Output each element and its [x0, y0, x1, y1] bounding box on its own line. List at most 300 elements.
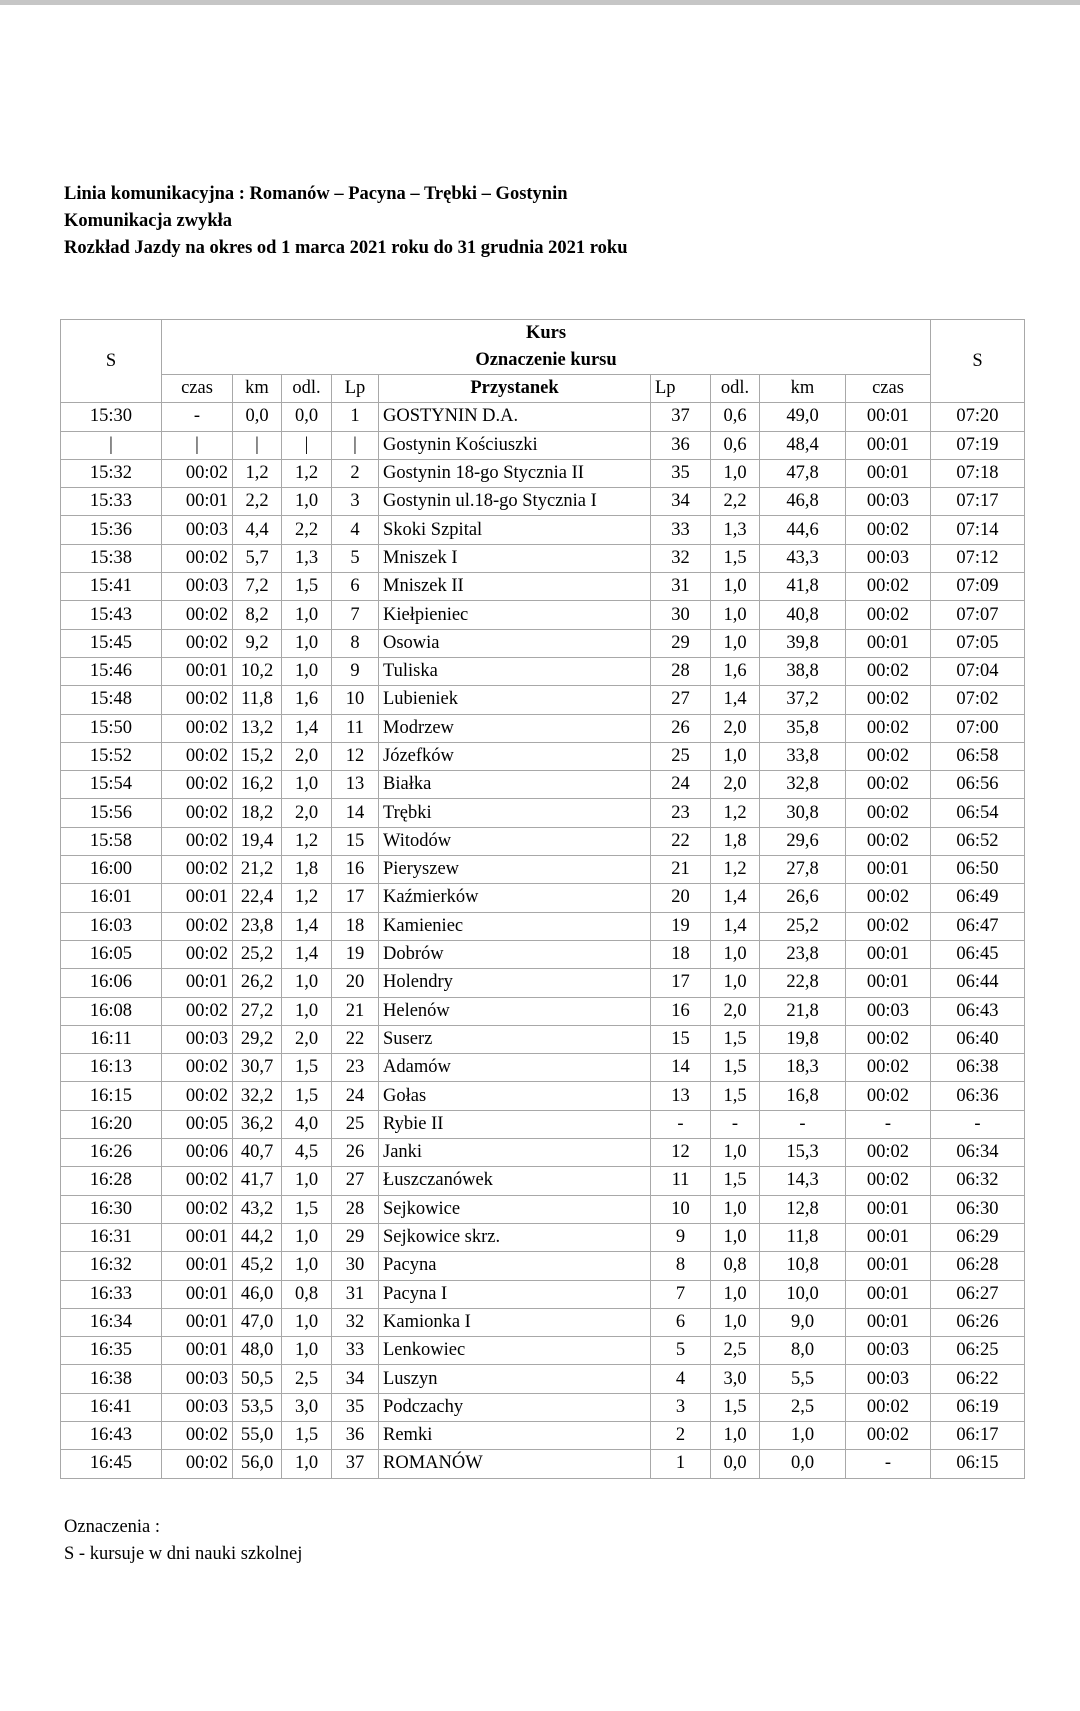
departure-time-cell: 15:58: [61, 827, 162, 855]
czas-out-cell: -: [162, 403, 233, 431]
stop-name-cell: Remki: [379, 1421, 651, 1449]
km-back-cell: 1,0: [760, 1421, 846, 1449]
czas-back-cell: 00:02: [846, 573, 931, 601]
timetable: [60, 319, 1025, 1479]
departure-time-cell: 16:32: [61, 1252, 162, 1280]
odl-out-cell: 2,0: [282, 799, 332, 827]
departure-time-cell: 16:31: [61, 1223, 162, 1251]
table-row: [61, 657, 1025, 685]
km-back-cell: 8,0: [760, 1337, 846, 1365]
czas-back-cell: 00:03: [846, 544, 931, 572]
km-back-cell: 49,0: [760, 403, 846, 431]
return-time-cell: -: [931, 1110, 1025, 1138]
return-time-cell: 06:36: [931, 1082, 1025, 1110]
km-out-cell: 47,0: [233, 1308, 282, 1336]
czas-back-cell: 00:02: [846, 771, 931, 799]
km-back-cell: 38,8: [760, 657, 846, 685]
lp-out-cell: 27: [332, 1167, 379, 1195]
lp-back-cell: 8: [651, 1252, 711, 1280]
table-row: [61, 912, 1025, 940]
odl-back-cell: 1,2: [711, 799, 760, 827]
lp-back-cell: 21: [651, 856, 711, 884]
table-row: [61, 403, 1025, 431]
stop-name-cell: Dobrów: [379, 940, 651, 968]
table-row: [61, 1110, 1025, 1138]
lp-out-cell: 7: [332, 601, 379, 629]
lp-back-cell: 6: [651, 1308, 711, 1336]
lp-out-cell: 18: [332, 912, 379, 940]
lp-out-cell: |: [332, 431, 379, 459]
km-out-cell: 4,4: [233, 516, 282, 544]
lp-out-cell: 26: [332, 1139, 379, 1167]
lp-back-cell: 20: [651, 884, 711, 912]
czas-back-cell: 00:01: [846, 1252, 931, 1280]
lp-out-cell: 13: [332, 771, 379, 799]
odl-out-cell: 4,0: [282, 1110, 332, 1138]
odl-out-cell: 1,5: [282, 1195, 332, 1223]
czas-out-cell: 00:02: [162, 459, 233, 487]
km-out-cell: 8,2: [233, 601, 282, 629]
stop-name-cell: Adamów: [379, 1054, 651, 1082]
top-border: [0, 0, 1080, 5]
lp-out-cell: 15: [332, 827, 379, 855]
header-row-top: [61, 320, 1025, 375]
table-row: [61, 431, 1025, 459]
czas-out-cell: 00:01: [162, 884, 233, 912]
odl-back-cell: 1,6: [711, 657, 760, 685]
table-row: [61, 1365, 1025, 1393]
km-out-cell: 30,7: [233, 1054, 282, 1082]
stop-name-cell: Tuliska: [379, 657, 651, 685]
czas-back-cell: 00:02: [846, 1421, 931, 1449]
lp-back-cell: 10: [651, 1195, 711, 1223]
odl-out-cell: 1,0: [282, 969, 332, 997]
stop-name-cell: Józefków: [379, 742, 651, 770]
czas-back-cell: 00:01: [846, 431, 931, 459]
km-back-cell: 23,8: [760, 940, 846, 968]
stop-name-cell: Pieryszew: [379, 856, 651, 884]
lp-back-cell: 1: [651, 1450, 711, 1478]
odl-back-cell: 1,0: [711, 573, 760, 601]
czas-back-cell: 00:01: [846, 403, 931, 431]
service-type: Komunikacja zwykła: [64, 211, 233, 231]
stop-name-cell: GOSTYNIN D.A.: [379, 403, 651, 431]
validity-period: Rozkład Jazdy na okres od 1 marca 2021 roku do 31 grudnia 2021 roku: [64, 238, 628, 258]
return-time-cell: 07:02: [931, 686, 1025, 714]
odl-out-cell: 2,2: [282, 516, 332, 544]
km-out-cell: 21,2: [233, 856, 282, 884]
km-back-cell: 10,8: [760, 1252, 846, 1280]
departure-time-cell: 15:52: [61, 742, 162, 770]
odl-back-cell: 1,0: [711, 601, 760, 629]
departure-time-cell: 15:56: [61, 799, 162, 827]
odl-out-cell: 1,0: [282, 629, 332, 657]
lp-out-cell: 31: [332, 1280, 379, 1308]
czas-out-cell: 00:02: [162, 912, 233, 940]
lp-back-cell: 24: [651, 771, 711, 799]
lp-back-cell: 14: [651, 1054, 711, 1082]
lp-back-cell: 27: [651, 686, 711, 714]
odl-back-cell: 1,5: [711, 1054, 760, 1082]
lp-out-cell: 21: [332, 997, 379, 1025]
odl-back-cell: 1,0: [711, 1280, 760, 1308]
departure-time-cell: 15:36: [61, 516, 162, 544]
lp-out-cell: 24: [332, 1082, 379, 1110]
stop-name-cell: Mniszek I: [379, 544, 651, 572]
km-back-cell: 27,8: [760, 856, 846, 884]
czas-back-cell: 00:01: [846, 940, 931, 968]
departure-time-cell: 15:43: [61, 601, 162, 629]
odl-out-cell: 2,0: [282, 1025, 332, 1053]
departure-time-cell: 16:45: [61, 1450, 162, 1478]
czas-out-cell: 00:01: [162, 1337, 233, 1365]
czas-back-cell: 00:02: [846, 601, 931, 629]
odl-back-cell: 1,2: [711, 856, 760, 884]
km-back-cell: 5,5: [760, 1365, 846, 1393]
odl-back-cell: 1,0: [711, 629, 760, 657]
odl-back-cell: 1,0: [711, 940, 760, 968]
odl-out-cell: 0,0: [282, 403, 332, 431]
czas-back-cell: 00:02: [846, 799, 931, 827]
stop-name-cell: Suserz: [379, 1025, 651, 1053]
czas-back-cell: 00:03: [846, 488, 931, 516]
km-back-cell: 43,3: [760, 544, 846, 572]
col-lp-out-header: Lp: [332, 375, 379, 403]
departure-time-cell: 15:38: [61, 544, 162, 572]
lp-out-cell: 36: [332, 1421, 379, 1449]
czas-out-cell: 00:02: [162, 771, 233, 799]
odl-out-cell: 4,5: [282, 1139, 332, 1167]
lp-out-cell: 3: [332, 488, 379, 516]
oznaczenie-label: Oznaczenie kursu: [475, 350, 617, 370]
return-time-cell: 07:00: [931, 714, 1025, 742]
czas-back-cell: 00:03: [846, 997, 931, 1025]
departure-time-cell: 16:06: [61, 969, 162, 997]
lp-out-cell: 25: [332, 1110, 379, 1138]
odl-out-cell: 1,0: [282, 601, 332, 629]
lp-out-cell: 37: [332, 1450, 379, 1478]
lp-back-cell: 29: [651, 629, 711, 657]
czas-back-cell: 00:02: [846, 714, 931, 742]
table-row: [61, 884, 1025, 912]
km-back-cell: 35,8: [760, 714, 846, 742]
lp-out-cell: 23: [332, 1054, 379, 1082]
km-out-cell: 27,2: [233, 997, 282, 1025]
km-out-cell: 40,7: [233, 1139, 282, 1167]
return-time-cell: 06:27: [931, 1280, 1025, 1308]
odl-out-cell: 1,0: [282, 657, 332, 685]
stop-name-cell: Rybie II: [379, 1110, 651, 1138]
lp-back-cell: 26: [651, 714, 711, 742]
table-row: [61, 1025, 1025, 1053]
km-back-cell: 39,8: [760, 629, 846, 657]
km-back-cell: 37,2: [760, 686, 846, 714]
km-out-cell: |: [233, 431, 282, 459]
lp-back-cell: 15: [651, 1025, 711, 1053]
stop-name-cell: Białka: [379, 771, 651, 799]
odl-out-cell: 2,0: [282, 742, 332, 770]
return-time-cell: 06:40: [931, 1025, 1025, 1053]
odl-back-cell: 1,0: [711, 742, 760, 770]
return-time-cell: 07:05: [931, 629, 1025, 657]
odl-back-cell: 2,0: [711, 997, 760, 1025]
departure-time-cell: 15:33: [61, 488, 162, 516]
odl-back-cell: 1,0: [711, 1139, 760, 1167]
stop-name-cell: Witodów: [379, 827, 651, 855]
km-out-cell: 32,2: [233, 1082, 282, 1110]
table-row: [61, 1054, 1025, 1082]
km-out-cell: 9,2: [233, 629, 282, 657]
czas-back-cell: 00:01: [846, 856, 931, 884]
czas-out-cell: 00:02: [162, 1450, 233, 1478]
table-row: [61, 799, 1025, 827]
lp-out-cell: 2: [332, 459, 379, 487]
odl-back-cell: 1,0: [711, 1308, 760, 1336]
km-back-cell: 29,6: [760, 827, 846, 855]
odl-out-cell: 1,0: [282, 1308, 332, 1336]
departure-time-cell: 15:41: [61, 573, 162, 601]
odl-out-cell: 1,5: [282, 573, 332, 601]
stop-name-cell: Kamionka I: [379, 1308, 651, 1336]
departure-time-cell: 15:32: [61, 459, 162, 487]
czas-out-cell: 00:03: [162, 1393, 233, 1421]
odl-out-cell: 1,0: [282, 1223, 332, 1251]
czas-back-cell: 00:03: [846, 1337, 931, 1365]
col-km-back-header: km: [760, 375, 846, 403]
lp-out-cell: 35: [332, 1393, 379, 1421]
odl-out-cell: 1,0: [282, 771, 332, 799]
departure-time-cell: 15:46: [61, 657, 162, 685]
czas-back-cell: -: [846, 1450, 931, 1478]
lp-back-cell: 4: [651, 1365, 711, 1393]
return-time-cell: 06:49: [931, 884, 1025, 912]
odl-out-cell: 1,4: [282, 714, 332, 742]
lp-out-cell: 14: [332, 799, 379, 827]
km-back-cell: 40,8: [760, 601, 846, 629]
odl-back-cell: 1,4: [711, 912, 760, 940]
czas-out-cell: 00:02: [162, 1054, 233, 1082]
stop-name-cell: Gostynin 18-go Stycznia II: [379, 459, 651, 487]
km-back-cell: 14,3: [760, 1167, 846, 1195]
czas-back-cell: 00:02: [846, 1167, 931, 1195]
km-out-cell: 11,8: [233, 686, 282, 714]
stop-name-cell: Trębki: [379, 799, 651, 827]
table-row: [61, 516, 1025, 544]
odl-back-cell: 3,0: [711, 1365, 760, 1393]
km-back-cell: 19,8: [760, 1025, 846, 1053]
odl-out-cell: 1,3: [282, 544, 332, 572]
km-out-cell: 25,2: [233, 940, 282, 968]
return-time-cell: 06:43: [931, 997, 1025, 1025]
odl-back-cell: 0,6: [711, 403, 760, 431]
czas-back-cell: 00:01: [846, 1280, 931, 1308]
lp-out-cell: 9: [332, 657, 379, 685]
departure-time-cell: |: [61, 431, 162, 459]
odl-back-cell: 0,6: [711, 431, 760, 459]
czas-out-cell: 00:05: [162, 1110, 233, 1138]
stop-name-cell: Helenów: [379, 997, 651, 1025]
stop-name-cell: Skoki Szpital: [379, 516, 651, 544]
km-back-cell: 21,8: [760, 997, 846, 1025]
lp-out-cell: 33: [332, 1337, 379, 1365]
line-title: Linia komunikacyjna : Romanów – Pacyna – Trębki – Gostynin: [64, 184, 568, 204]
stop-name-cell: Pacyna: [379, 1252, 651, 1280]
odl-out-cell: 1,0: [282, 1252, 332, 1280]
return-time-cell: 06:22: [931, 1365, 1025, 1393]
return-time-cell: 07:07: [931, 601, 1025, 629]
odl-back-cell: 1,4: [711, 884, 760, 912]
lp-back-cell: 11: [651, 1167, 711, 1195]
col-czas-back-header: czas: [846, 375, 931, 403]
czas-back-cell: 00:01: [846, 1308, 931, 1336]
odl-out-cell: 2,5: [282, 1365, 332, 1393]
lp-out-cell: 6: [332, 573, 379, 601]
lp-out-cell: 1: [332, 403, 379, 431]
czas-back-cell: 00:02: [846, 742, 931, 770]
lp-out-cell: 8: [332, 629, 379, 657]
return-time-cell: 06:56: [931, 771, 1025, 799]
return-time-cell: 07:09: [931, 573, 1025, 601]
odl-out-cell: 1,5: [282, 1082, 332, 1110]
lp-out-cell: 10: [332, 686, 379, 714]
s-right-header: S: [931, 320, 1025, 403]
column-header-row: [61, 375, 1025, 403]
departure-time-cell: 16:15: [61, 1082, 162, 1110]
odl-out-cell: 3,0: [282, 1393, 332, 1421]
odl-back-cell: 2,0: [711, 771, 760, 799]
odl-out-cell: 1,0: [282, 997, 332, 1025]
table-row: [61, 969, 1025, 997]
table-row: [61, 856, 1025, 884]
km-back-cell: 12,8: [760, 1195, 846, 1223]
return-time-cell: 07:04: [931, 657, 1025, 685]
km-back-cell: 22,8: [760, 969, 846, 997]
return-time-cell: 06:47: [931, 912, 1025, 940]
lp-back-cell: 19: [651, 912, 711, 940]
table-row: [61, 1252, 1025, 1280]
lp-back-cell: 23: [651, 799, 711, 827]
odl-out-cell: 1,6: [282, 686, 332, 714]
odl-back-cell: 0,8: [711, 1252, 760, 1280]
lp-back-cell: 37: [651, 403, 711, 431]
czas-out-cell: 00:01: [162, 1280, 233, 1308]
stop-name-cell: Kiełpieniec: [379, 601, 651, 629]
czas-back-cell: -: [846, 1110, 931, 1138]
return-time-cell: 06:28: [931, 1252, 1025, 1280]
departure-time-cell: 16:35: [61, 1337, 162, 1365]
return-time-cell: 07:19: [931, 431, 1025, 459]
return-time-cell: 06:44: [931, 969, 1025, 997]
odl-back-cell: -: [711, 1110, 760, 1138]
col-lp-back-header: Lp: [651, 375, 711, 403]
lp-back-cell: 18: [651, 940, 711, 968]
return-time-cell: 06:15: [931, 1450, 1025, 1478]
departure-time-cell: 16:28: [61, 1167, 162, 1195]
km-back-cell: 33,8: [760, 742, 846, 770]
return-time-cell: 06:19: [931, 1393, 1025, 1421]
stop-name-cell: Luszyn: [379, 1365, 651, 1393]
km-out-cell: 36,2: [233, 1110, 282, 1138]
stop-name-cell: Pacyna I: [379, 1280, 651, 1308]
odl-out-cell: 1,4: [282, 912, 332, 940]
return-time-cell: 06:58: [931, 742, 1025, 770]
lp-out-cell: 30: [332, 1252, 379, 1280]
legend-title: Oznaczenia :: [64, 1517, 161, 1537]
czas-back-cell: 00:01: [846, 1195, 931, 1223]
czas-out-cell: 00:02: [162, 686, 233, 714]
lp-back-cell: 3: [651, 1393, 711, 1421]
czas-out-cell: 00:02: [162, 544, 233, 572]
km-back-cell: 9,0: [760, 1308, 846, 1336]
czas-out-cell: 00:06: [162, 1139, 233, 1167]
odl-out-cell: 1,2: [282, 884, 332, 912]
departure-time-cell: 16:08: [61, 997, 162, 1025]
table-row: [61, 827, 1025, 855]
departure-time-cell: 16:26: [61, 1139, 162, 1167]
odl-out-cell: 1,5: [282, 1054, 332, 1082]
km-out-cell: 0,0: [233, 403, 282, 431]
departure-time-cell: 16:11: [61, 1025, 162, 1053]
km-out-cell: 50,5: [233, 1365, 282, 1393]
kurs-label: Kurs: [525, 323, 567, 343]
lp-back-cell: 25: [651, 742, 711, 770]
km-back-cell: 16,8: [760, 1082, 846, 1110]
km-out-cell: 41,7: [233, 1167, 282, 1195]
czas-out-cell: 00:03: [162, 516, 233, 544]
odl-out-cell: 1,5: [282, 1421, 332, 1449]
table-row: [61, 771, 1025, 799]
table-row: [61, 1082, 1025, 1110]
km-back-cell: 46,8: [760, 488, 846, 516]
km-back-cell: 10,0: [760, 1280, 846, 1308]
odl-back-cell: 0,0: [711, 1450, 760, 1478]
departure-time-cell: 16:30: [61, 1195, 162, 1223]
km-out-cell: 45,2: [233, 1252, 282, 1280]
km-out-cell: 19,4: [233, 827, 282, 855]
departure-time-cell: 16:33: [61, 1280, 162, 1308]
lp-out-cell: 22: [332, 1025, 379, 1053]
km-out-cell: 44,2: [233, 1223, 282, 1251]
czas-out-cell: 00:02: [162, 1167, 233, 1195]
km-out-cell: 56,0: [233, 1450, 282, 1478]
odl-back-cell: 1,5: [711, 1025, 760, 1053]
km-back-cell: 26,6: [760, 884, 846, 912]
return-time-cell: 06:17: [931, 1421, 1025, 1449]
odl-back-cell: 1,5: [711, 1167, 760, 1195]
odl-out-cell: 1,2: [282, 459, 332, 487]
czas-out-cell: 00:02: [162, 827, 233, 855]
czas-out-cell: 00:02: [162, 629, 233, 657]
odl-out-cell: 1,0: [282, 488, 332, 516]
km-back-cell: 32,8: [760, 771, 846, 799]
km-back-cell: 47,8: [760, 459, 846, 487]
odl-out-cell: 1,0: [282, 1167, 332, 1195]
departure-time-cell: 15:48: [61, 686, 162, 714]
odl-back-cell: 1,5: [711, 1082, 760, 1110]
document-header: [64, 181, 627, 262]
return-time-cell: 06:38: [931, 1054, 1025, 1082]
czas-out-cell: 00:02: [162, 997, 233, 1025]
s-left-header: S: [61, 320, 162, 403]
km-out-cell: 46,0: [233, 1280, 282, 1308]
czas-out-cell: 00:01: [162, 488, 233, 516]
km-out-cell: 7,2: [233, 573, 282, 601]
odl-back-cell: 1,0: [711, 969, 760, 997]
table-row: [61, 601, 1025, 629]
return-time-cell: 06:29: [931, 1223, 1025, 1251]
odl-back-cell: 1,5: [711, 1393, 760, 1421]
departure-time-cell: 16:43: [61, 1421, 162, 1449]
